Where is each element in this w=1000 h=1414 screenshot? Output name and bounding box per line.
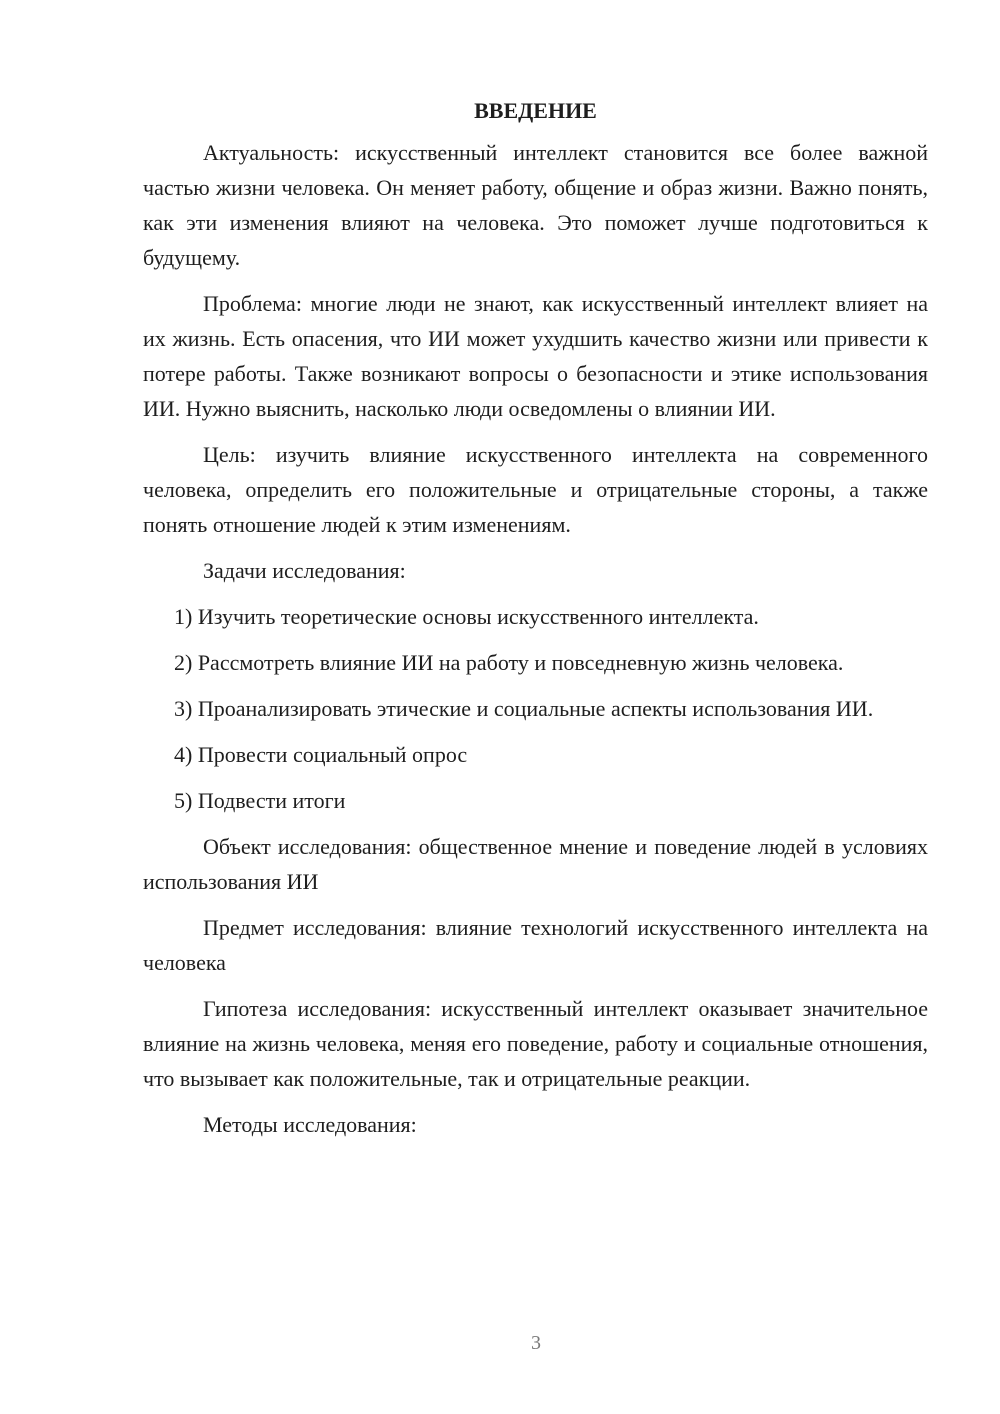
goal-paragraph: Цель: изучить влияние искусственного интеллекта на современного человека, определить его положительные и отрицательные стороны, а также понять отношение людей к этим изменениям. <box>143 442 928 537</box>
page-number: 3 <box>531 1332 541 1354</box>
relevance-paragraph: Актуальность: искусственный интеллект становится все более важной частью жизни человека. Он меняет работу, общение и образ жизни. Важно понять, как эти изменения влияют на человека. Это поможет лучше подготовиться к будущему. <box>143 140 928 270</box>
tasks-label: Задачи исследования: <box>203 558 406 583</box>
hypothesis-paragraph: Гипотеза исследования: искусственный интеллект оказывает значительное влияние на жизнь человека, меняя его поведение, работу и социальные отношения, что вызывает как положительные, так и отрицательные реакции. <box>143 996 928 1091</box>
task-item-4: 4) Провести социальный опрос <box>174 742 468 767</box>
task-item-2: 2) Рассмотреть влияние ИИ на работу и повседневную жизнь человека. <box>174 650 844 675</box>
object-paragraph: Объект исследования: общественное мнение и поведение людей в условиях использования ИИ <box>143 834 928 894</box>
methods-label: Методы исследования: <box>203 1112 417 1137</box>
task-item-3: 3) Проанализировать этические и социальные аспекты использования ИИ. <box>174 696 874 721</box>
task-item-5: 5) Подвести итоги <box>174 788 346 813</box>
subject-paragraph: Предмет исследования: влияние технологий искусственного интеллекта на человека <box>143 915 928 975</box>
section-heading: ВВЕДЕНИЕ <box>474 98 597 123</box>
problem-paragraph: Проблема: многие люди не знают, как искусственный интеллект влияет на их жизнь. Есть опасения, что ИИ может ухудшить качество жизни или привести к потере работы. Также возникают вопросы о безопасности и этике использования ИИ. Нужно выяснить, насколько люди осведомлены о влиянии ИИ. <box>143 291 928 421</box>
document-page <box>143 93 928 1153</box>
task-item-1: 1) Изучить теоретические основы искусственного интеллекта. <box>174 604 759 629</box>
